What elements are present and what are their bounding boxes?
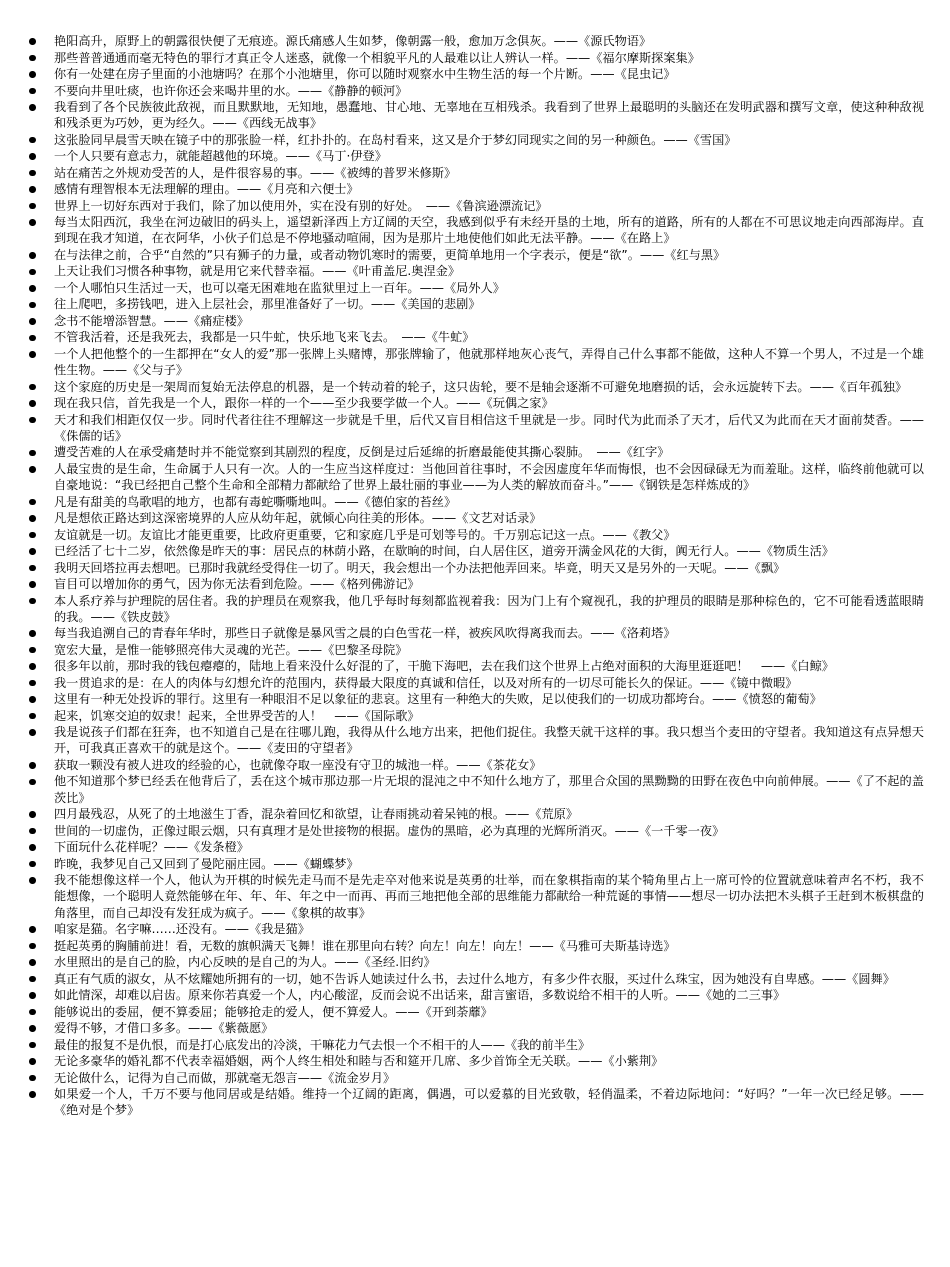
quote-item [54,839,924,855]
quote-text: 挺起英勇的胸脯前进！看，无数的旗帜满天飞舞！谁在那里向右转？向左！向左！向左！——《马雅可夫斯基诗选》 [54,938,676,953]
quote-text: 上天让我们习惯各种事物，就是用它来代替幸福。——《叶甫盖尼.奥涅金》 [54,264,461,279]
quote-item [54,1053,924,1069]
bullet-icon [29,926,36,933]
quote-text: 站在痛苦之外规劝受苦的人，是件很容易的事。——《被缚的普罗米修斯》 [54,165,457,180]
bullet-icon [29,548,36,555]
bullet-icon [29,203,36,210]
bullet-icon [29,153,36,160]
quote-text: 我是说孩子们都在狂奔，也不知道自己是在往哪儿跑，我得从什么地方出来，把他们捉住。我整天就干这样的事。我只想当个麦田的守望者。我知道这有点异想天开，可我真正喜欢干的就是这个。——《麦田的守望者》 [54,725,924,756]
quote-item [54,444,924,460]
quote-text: 我看到了各个民族彼此敌视，而且默默地，无知地，愚蠢地、甘心地、无辜地在互相残杀。我看到了世界上最聪明的头脑还在发明武器和撰写文章，使这种种敌视和残杀更为巧妙，更为经久。——《西线无战事》 [54,100,924,131]
bullet-icon [29,351,36,358]
quote-item [54,658,924,674]
quote-text: 我明天回塔拉再去想吧。已那时我就经受得住一切了。明天，我会想出一个办法把他弄回来。毕竟，明天又是另外的一天呢。——《飘》 [54,560,786,575]
quote-item [54,823,924,839]
quote-item [54,675,924,691]
quote-item [54,198,924,214]
quote-item [54,691,924,707]
bullet-icon [29,598,36,605]
bullet-icon [29,170,36,177]
bullet-icon [29,663,36,670]
bullet-icon [29,88,36,95]
quote-item [54,395,924,411]
quote-text: 水里照出的是自己的脸，内心反映的是自己的为人。——《圣经.旧约》 [54,955,436,970]
quote-item [54,856,924,872]
quote-text: 在与法律之前，合乎“自然的”只有狮子的力量，或者动物饥寒时的需要，更简单地用一个字表示，便是“欲”。——《红与黑》 [54,247,726,262]
quote-item [54,280,924,296]
quote-text: 不管我活着，还是我死去，我都是一只牛虻，快乐地飞来飞去。 ——《牛虻》 [54,330,475,345]
bullet-icon [29,384,36,391]
quote-item [54,461,924,493]
quote-text: 四月最残忍，从死了的土地滋生丁香，混杂着回忆和欲望，让春雨挑动着呆钝的根。——《荒原》 [54,807,579,822]
quote-item [54,757,924,773]
quote-text: 往上爬吧，多捞钱吧，进入上层社会，那里准备好了一切。——《美国的悲剧》 [54,297,481,312]
bullet-icon [29,1091,36,1098]
bullet-icon [29,219,36,226]
bullet-icon [29,532,36,539]
quote-text: 宽宏大量，是惟一能够照亮伟大灵魂的光芒。——《巴黎圣母院》 [54,642,408,657]
quote-text: 已经活了七十二岁，依然像是昨天的事：居民点的林荫小路，在歇晌的时间，白人居住区，道旁开满金风花的大街，阗无行人。——《物质生活》 [54,544,834,559]
quote-item [54,214,924,246]
quote-text: 那些普普通通而毫无特色的罪行才真正令人迷惑，就像一个相貌平凡的人最难以让人辨认一样。——《福尔摩斯探案集》 [54,50,700,65]
quote-text: 凡是有甜美的鸟歌唱的地方，也都有毒蛇嘶嘶地叫。——《德伯家的苔丝》 [54,494,457,509]
quote-item [54,938,924,954]
bullet-icon [29,992,36,999]
quote-item [54,625,924,641]
bullet-icon [29,943,36,950]
quote-item [54,379,924,395]
quote-item [54,33,924,49]
quote-text: 每当我追溯自己的青春年华时，那些日子就像是暴风雪之晨的白色雪花一样，被疾风吹得离我而去。——《洛莉塔》 [54,626,676,641]
quote-text: 遭受苦难的人在承受痛楚时并不能觉察到其剧烈的程度，反倒是过后延绵的折磨最能使其撕心裂肺。 ——《红字》 [54,445,670,460]
bullet-icon [29,811,36,818]
quote-item [54,99,924,131]
quote-text: 不要向井里吐痰，也许你还会来喝井里的水。——《静静的顿河》 [54,83,408,98]
quote-item [54,971,924,987]
bullet-icon [29,285,36,292]
bullet-icon [29,417,36,424]
quote-text: 咱家是猫。名字嘛……还没有。——《我是猫》 [54,922,310,937]
bullet-icon [29,877,36,884]
quote-text: 如果爱一个人，千万不要与他同居或是结婚。维持一个辽阔的距离，偶遇，可以爱慕的目光致敬，轻俏温柔，不着边际地问：“好吗？”一年一次已经足够。——《绝对是个梦》 [54,1087,924,1118]
quote-text: 你有一处建在房子里面的小池塘吗？在那个小池塘里，你可以随时观察水中生物生活的每一个片断。——《昆虫记》 [54,67,676,81]
bullet-icon [29,450,36,457]
quote-item [54,1086,924,1118]
bullet-icon [29,71,36,78]
quote-text: 爱得不够，才借口多多。——《紫薇愿》 [54,1021,274,1036]
bullet-icon [29,828,36,835]
quote-text: 本人系疗养与护理院的居住者。我的护理员在观察我，他几乎每时每刻都监视着我：因为门上有个窥视孔，我的护理员的眼睛是那种棕色的，它不可能看透蓝眼睛的我。——《铁皮鼓》 [54,593,924,624]
bullet-icon [29,581,36,588]
quote-item [54,296,924,312]
bullet-icon [29,1042,36,1049]
quote-text: 这张脸同早晨雪天映在镜子中的那张脸一样，红扑扑的。在岛村看来，这又是介于梦幻同现实之间的另一种颜色。——《雪国》 [54,132,737,147]
quote-item [54,329,924,345]
quote-text: 如此情深，却难以启齿。原来你若真爱一个人，内心酸涩，反而会说不出话来，甜言蜜语，多数说给不相干的人听。——《她的二三事》 [54,988,786,1003]
quote-text: 念书不能增添智慧。——《痛症楼》 [54,313,249,328]
bullet-icon [29,647,36,654]
bullet-icon [29,104,36,111]
quote-text: 感情有理智根本无法理解的理由。——《月亮和六便士》 [54,182,359,197]
quote-list [54,33,924,1118]
quote-text: 无论多豪华的婚礼都不代表幸福婚姻，两个人终生相处和睦与否和筵开几席、多少首饰全无关联。——《小紫荆》 [54,1054,664,1069]
quote-item [54,987,924,1003]
quote-item [54,543,924,559]
bullet-icon [29,55,36,62]
quote-item [54,872,924,921]
quote-text: 每当太阳西沉，我坐在河边破旧的码头上，遥望新泽西上方辽阔的天空，我感到似乎有未经开垦的土地，所有的道路，所有的人都在不可思议地走向西部海岸。直到现在我才知道，在衣阿华，小伙子们总是不停地骚动喧闹，因为是那片土地使他们如此无法平静。——《在路上》 [54,215,924,246]
bullet-icon [29,302,36,309]
quote-item [54,510,924,526]
quote-text: 盲目可以增加你的勇气，因为你无法看到危险。——《格列佛游记》 [54,577,420,592]
quote-text: 下面玩什么花样呢？——《发条橙》 [54,840,249,855]
quote-item [54,181,924,197]
quote-text: 无论做什么，记得为自己而做，那就毫无怨言——《流金岁月》 [54,1070,396,1085]
bullet-icon [29,844,36,851]
quote-item [54,576,924,592]
quote-item [54,165,924,181]
quote-item [54,1020,924,1036]
quote-item [54,66,924,82]
quote-item [54,642,924,658]
quote-text: 现在我只信，首先我是一个人，跟你一样的一个——至少我要学做一个人。——《玩偶之家》 [54,396,554,411]
bullet-icon [29,959,36,966]
quote-item [54,1070,924,1086]
bullet-icon [29,680,36,687]
quote-text: 起来，饥寒交迫的奴隶！起来，全世界受苦的人！ ——《国际歌》 [54,708,420,723]
quote-text: 一个人把他整个的一生都押在“女人的爱”那一张牌上头赌博，那张牌输了，他就那样地灰心丧气，弄得自己什么事都不能做，这种人不算一个男人，不过是一个雄性生物。——《父与子》 [54,346,924,378]
bullet-icon [29,861,36,868]
quote-item [54,50,924,66]
bullet-icon [29,696,36,703]
bullet-icon [29,762,36,769]
bullet-icon [29,1009,36,1016]
quote-text: 他不知道那个梦已经丢在他背后了，丢在这个城市那边那一片无垠的混沌之中不知什么地方了，那里合众国的黑黝黝的田野在夜色中向前伸展。——《了不起的盖茨比》 [54,774,924,805]
quote-item [54,1037,924,1053]
bullet-icon [29,400,36,407]
quote-item [54,132,924,148]
quote-text: 真正有气质的淑女，从不炫耀她所拥有的一切，她不告诉人她读过什么书，去过什么地方，有多少件衣服，买过什么珠宝，因为她没有自卑感。——《圆舞》 [54,971,895,986]
quote-item [54,560,924,576]
quote-item [54,527,924,543]
quote-text: 我一贯追求的是：在人的肉体与幻想允许的范围内，获得最大限度的真诚和信任，以及对所有的一切尽可能长久的保证。——《镜中微暇》 [54,675,798,690]
quote-text: 这个家庭的历史是一架周而复始无法停息的机器，是一个转动着的轮子，这只齿轮，要不是轴会逐渐不可避免地磨损的话，会永远旋转下去。——《百年孤独》 [54,379,908,394]
quote-item [54,921,924,937]
bullet-icon [29,1075,36,1082]
quote-text: 很多年以前，那时我的钱包瘪瘪的，陆地上看来没什么好混的了，干脆下海吧，去在我们这个世界上占绝对面积的大海里逛逛吧！ ——《白鲸》 [54,659,834,674]
bullet-icon [29,713,36,720]
quote-text: 人最宝贵的是生命，生命属于人只有一次。人的一生应当这样度过：当他回首往事时，不会因虚度年华而悔恨，也不会因碌碌无为而羞耻。这样，临终前他就可以自豪地说：“我已经把自己整个生命和全部精力都献给了世界上最壮丽的事业——为人类的解放而奋斗。”——《钢铁是怎样炼成的》 [54,461,924,493]
quote-text: 凡是想依正路达到这深密境界的人应从幼年起，就倾心向往美的形体。——《文艺对话录》 [54,511,542,526]
quote-item [54,773,924,805]
bullet-icon [29,729,36,736]
quote-item [54,708,924,724]
quote-item [54,148,924,164]
quote-text: 我不能想像这样一个人，他认为开棋的时候先走马而不是先走卒对他来说是英勇的壮举，而在象棋指南的某个犄角里占上一席可怜的位置就意味着声名不朽，我不能想像，一个聪明人竟然能够在年、年、年、年之中一而再、再而三地把他全部的思维能力都献给一种荒诞的事情——想尽一切办法把木头棋子王赶到木板棋盘的角落里，而自己却没有发狂成为疯子。——《象棋的故事》 [54,873,924,920]
quote-text: 一个人哪怕只生活过一天，也可以毫无困难地在监狱里过上一百年。——《局外人》 [54,280,505,295]
quote-text: 能够说出的委屈，便不算委屈；能够抢走的爱人，便不算爱人。——《开到荼蘼》 [54,1004,493,1019]
bullet-icon [29,38,36,45]
quote-item [54,806,924,822]
quote-item [54,724,924,756]
quote-text: 获取一颗没有被人进攻的经验的心，也就像夺取一座没有守卫的城池一样。——《茶花女》 [54,757,542,772]
bullet-icon [29,318,36,325]
quote-item [54,83,924,99]
bullet-icon [29,565,36,572]
quote-text: 这里有一种无处投诉的罪行。这里有一种眼泪不足以象征的悲哀。这里有一种绝大的失败，足以使我们的一切成功都垮台。——《愤怒的葡萄》 [54,692,822,707]
bullet-icon [29,252,36,259]
quote-item [54,346,924,378]
quote-text: 世界上一切好东西对于我们，除了加以使用外，实在没有别的好处。 ——《鲁滨逊漂流记》 [54,198,548,213]
quote-text: 昨晚，我梦见自己又回到了曼陀丽庄园。——《蝴蝶梦》 [54,856,359,871]
bullet-icon [29,186,36,193]
quote-item [54,263,924,279]
bullet-icon [29,137,36,144]
quote-item [54,247,924,263]
quote-text: 一个人只要有意志力，就能超越他的环境。——《马丁·伊登》 [54,149,387,164]
bullet-icon [29,1058,36,1065]
bullet-icon [29,779,36,786]
quote-item [54,412,924,444]
bullet-icon [29,269,36,276]
quote-item [54,313,924,329]
bullet-icon [29,1025,36,1032]
quote-text: 最佳的报复不是仇恨，而是打心底发出的冷淡，干嘛花力气去恨一个不相干的人——《我的前半生》 [54,1037,591,1052]
quote-text: 友谊就是一切。友谊比才能更重要，比政府更重要，它和家庭几乎是可划等号的。千万别忘记这一点。——《教父》 [54,527,676,542]
quote-text: 天才和我们相距仅仅一步。同时代者往往不理解这一步就是千里，后代又盲目相信这千里就是一步。同时代为此而杀了天才，后代又为此而在天才面前焚香。——《侏儒的话》 [54,412,924,443]
bullet-icon [29,515,36,522]
bullet-icon [29,630,36,637]
quote-text: 世间的一切虚伪，正像过眼云烟，只有真理才是处世接物的根据。虚伪的黑暗，必为真理的光辉所消灭。——《一千零一夜》 [54,823,725,838]
bullet-icon [29,976,36,983]
quote-item [54,494,924,510]
quote-item [54,1004,924,1020]
bullet-icon [29,466,36,473]
quote-text: 艳阳高升，原野上的朝露很快便了无痕迹。源氏痛感人生如梦，像朝露一般，愈加万念俱灰。——《源氏物语》 [54,34,652,48]
bullet-icon [29,335,36,342]
quote-item [54,954,924,970]
bullet-icon [29,499,36,506]
quote-item [54,593,924,625]
